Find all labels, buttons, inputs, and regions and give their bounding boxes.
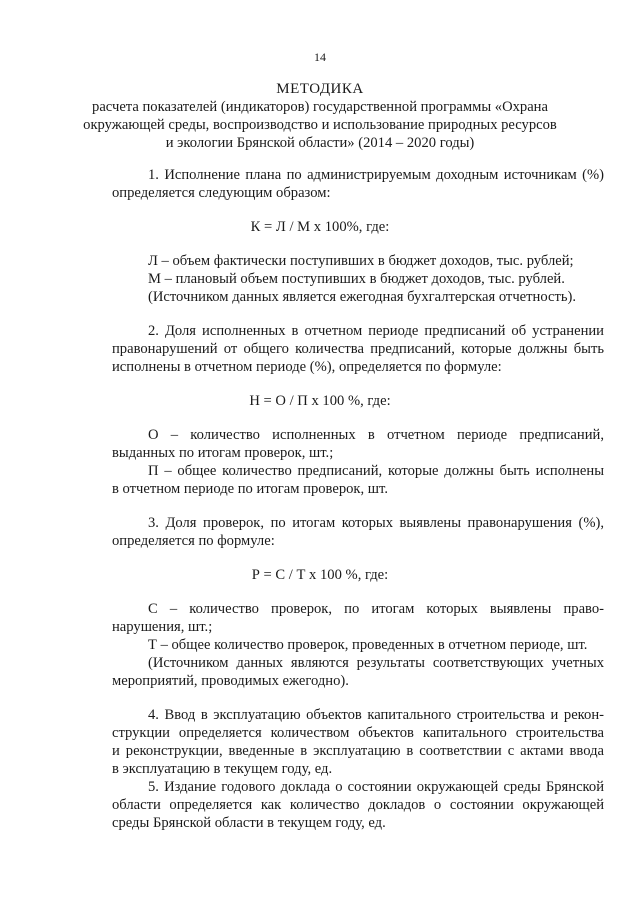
- section2-paragraph-line: 2. Доля исполненных в отчетном периоде предписаний об устранении: [148, 323, 604, 339]
- page-number: 14: [314, 50, 326, 64]
- section4-paragraph-line: струкции определяется количеством объектов капитального строительства: [112, 725, 604, 741]
- section2-definition: О – количество исполненных в отчетном периоде предписаний,: [148, 427, 604, 443]
- section2-paragraph-line: правонарушений от общего количества предписаний, которые должны быть: [112, 341, 604, 357]
- section1-paragraph-line: 1. Исполнение плана по администрируемым доходным источникам (%): [148, 167, 604, 183]
- section4-paragraph-line: и реконструкции, введенные в эксплуатацию в соответствии с актами ввода: [112, 743, 604, 759]
- section5-paragraph-line: области определяется как количество докладов о состоянии окружающей: [112, 797, 604, 813]
- subtitle-line: окружающей среды, воспроизводство и использование природных ресурсов: [83, 117, 557, 133]
- section3-formula: Р = С / Т х 100 %, где:: [251, 567, 389, 583]
- section2-formula: Н = О / П х 100 %, где:: [249, 393, 391, 409]
- section1-source-note: (Источником данных является ежегодная бухгалтерская отчетность).: [148, 289, 576, 305]
- section3-definition: Т – общее количество проверок, проведенных в отчетном периоде, шт.: [148, 637, 588, 653]
- section1-formula: К = Л / М х 100%, где:: [250, 219, 390, 235]
- section5-paragraph-line: среды Брянской области в текущем году, ед.: [112, 815, 386, 831]
- section1-paragraph-line: определяется следующим образом:: [112, 185, 331, 201]
- section2-paragraph-line: исполнены в отчетном периоде (%), определяется по формуле:: [112, 359, 502, 375]
- section2-definition: в отчетном периоде по итогам проверок, шт.: [112, 481, 388, 497]
- section3-definition: нарушения, шт.;: [112, 619, 213, 635]
- section3-paragraph-line: определяется по формуле:: [112, 533, 275, 549]
- section3-paragraph-line: 3. Доля проверок, по итогам которых выявлены правонарушения (%),: [148, 515, 604, 531]
- section3-definition: С – количество проверок, по итогам которых выявлены право-: [148, 601, 604, 617]
- section3-source-note: (Источником данных являются результаты соответствующих учетных: [148, 655, 604, 671]
- section1-definition: М – плановый объем поступивших в бюджет доходов, тыс. рублей.: [148, 271, 565, 287]
- section4-paragraph-line: в эксплуатацию в текущем году, ед.: [112, 761, 333, 777]
- section2-definition: П – общее количество предписаний, которые должны быть исполнены: [148, 463, 604, 479]
- section4-paragraph-line: 4. Ввод в эксплуатацию объектов капитального строительства и рекон-: [148, 707, 604, 723]
- section5-paragraph-line: 5. Издание годового доклада о состоянии окружающей среды Брянской: [148, 779, 604, 795]
- subtitle-line: и экологии Брянской области» (2014 – 2020 годы): [165, 135, 475, 151]
- section2-definition: выданных по итогам проверок, шт.;: [112, 445, 334, 461]
- document-title: МЕТОДИКА: [276, 81, 364, 97]
- subtitle-line: расчета показателей (индикаторов) государственной программы «Охрана: [92, 99, 548, 115]
- section3-source-note: мероприятий, проводимых ежегодно).: [112, 673, 349, 689]
- section1-definition: Л – объем фактически поступивших в бюджет доходов, тыс. рублей;: [148, 253, 574, 269]
